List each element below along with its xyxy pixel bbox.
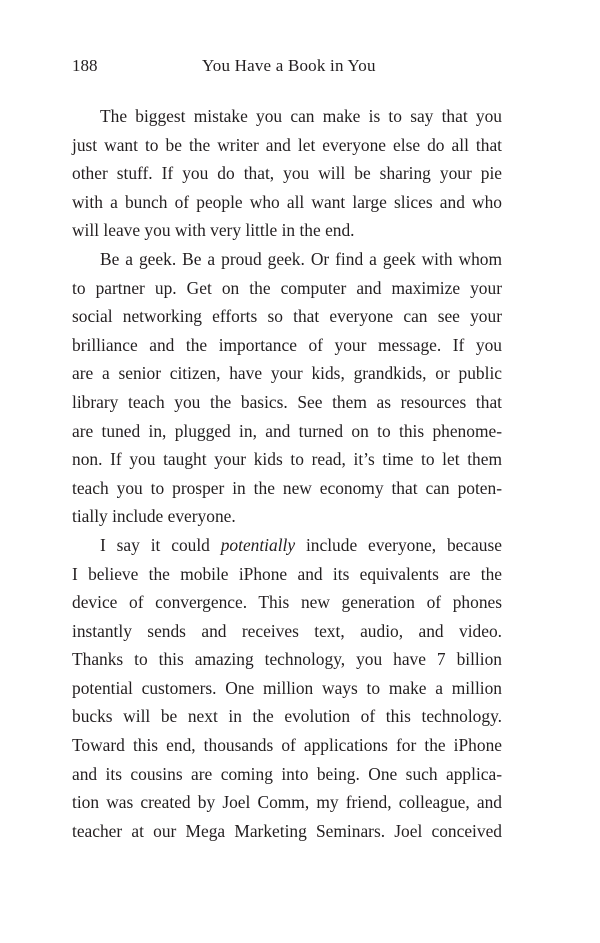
text-line: tially include everyone. [72, 506, 236, 527]
text-line: instantly sends and receives text, audio, and video. [72, 620, 502, 641]
text-line: Be a geek. Be a proud geek. Or find a geek with whom [100, 248, 502, 269]
text-line: to partner up. Get on the computer and maximize your [72, 277, 502, 298]
paragraph-1 [72, 102, 502, 245]
book-title: You Have a Book in You [202, 56, 376, 75]
text-line: are a senior citizen, have your kids, grandkids, or public [72, 363, 502, 384]
text-line: device of convergence. This new generation of phones [72, 592, 502, 613]
text-line: teach you to prosper in the new economy that can poten- [72, 477, 502, 498]
text-line: teacher at our Mega Marketing Seminars. Joel conceived [72, 820, 502, 841]
text-line: I say it could potentially include everyone, because [100, 534, 502, 555]
text-line: social networking efforts so that everyone can see your [72, 306, 502, 327]
text-line: brilliance and the importance of your message. If you [72, 334, 502, 355]
emphasis-text: potentially [220, 534, 296, 555]
text-line: and its cousins are coming into being. One such applica- [72, 763, 502, 784]
running-head [72, 54, 502, 78]
text-line: will leave you with very little in the end. [72, 220, 355, 241]
page-number: 188 [72, 56, 98, 75]
text-line: are tuned in, plugged in, and turned on to this phenome- [72, 420, 502, 441]
text-line: other stuff. If you do that, you will be sharing your pie [72, 163, 502, 184]
body-text [72, 102, 502, 845]
text-line: I believe the mobile iPhone and its equivalents are the [72, 563, 502, 584]
paragraph-3 [72, 531, 502, 846]
text-line: bucks will be next in the evolution of this technology. [72, 706, 502, 727]
text-line: just want to be the writer and let everyone else do all that [72, 134, 502, 155]
text-line: potential customers. One million ways to make a million [72, 677, 502, 698]
paragraph-2 [72, 245, 502, 531]
text-line: Toward this end, thousands of applications for the iPhone [72, 735, 502, 756]
text-line: The biggest mistake you can make is to say that you [100, 106, 502, 126]
text-line: library teach you the basics. See them as resources that [72, 391, 502, 412]
text-line: Thanks to this amazing technology, you have 7 billion [72, 649, 502, 670]
text-line: with a bunch of people who all want large slices and who [72, 191, 502, 212]
text-line: non. If you taught your kids to read, it’s time to let them [72, 449, 502, 470]
text-line: tion was created by Joel Comm, my friend, colleague, and [72, 792, 502, 813]
